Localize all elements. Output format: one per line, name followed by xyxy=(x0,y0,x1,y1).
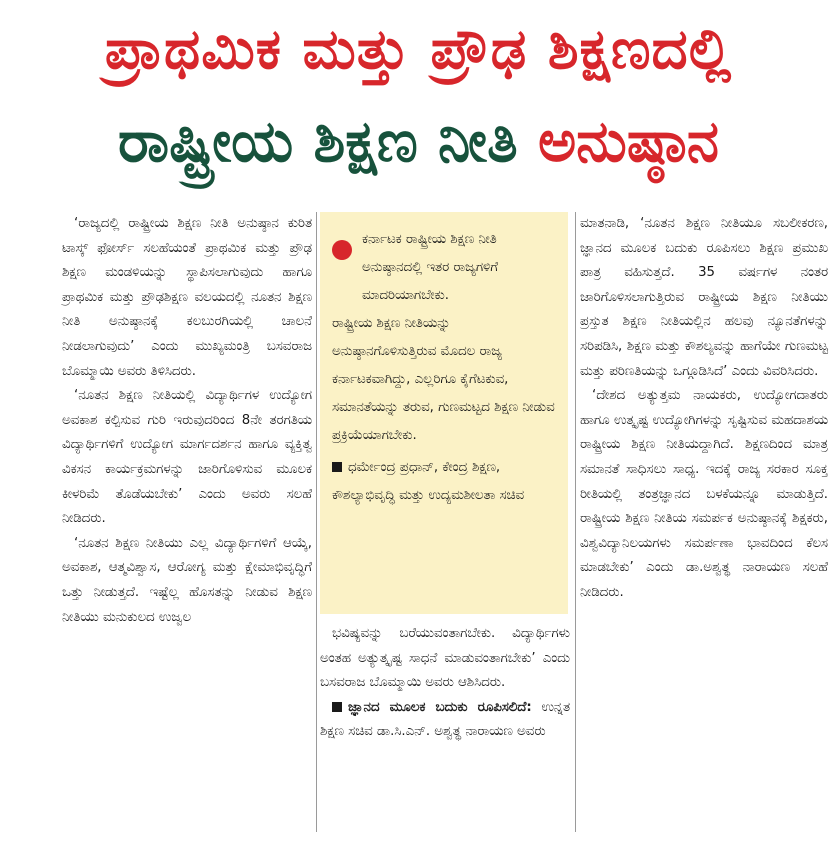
headline-line-1: ಪ್ರಾಥಮಿಕ ಮತ್ತು ಪ್ರೌಢ ಶಿಕ್ಷಣದಲ್ಲಿ xyxy=(104,17,733,82)
paragraph: ಮಾತನಾಡಿ, ‘ನೂತನ ಶಿಕ್ಷಣ ನೀತಿಯೂ ಸಬಲೀಕರಣ, ಜ್ಞಾನದ ಮೂಲಕ ಬದುಕು ರೂಪಿಸಲು ಶಿಕ್ಷಣ ಪ್ರಮುಖ ಪಾತ್ರ ವಹಿಸುತ್ತದೆ. 35 ವರ್ಷಗಳ ನಂತರ ಜಾರಿಗೊಳಿಸಲಾಗುತ್ತಿರುವ ರಾಷ್ಟ್ರೀಯ ಶಿಕ್ಷಣ ನೀತಿಯು ಪ್ರಸ್ತುತ ಶಿಕ್ಷಣ ನೀತಿಯಲ್ಲಿನ ಹಲವು ನ್ಯೂನತೆಗಳನ್ನು ಸರಿಪಡಿಸಿ, ಶಿಕ್ಷಣ ಮತ್ತು ಕೌಶಲ್ಯವನ್ನು ಹಾಗೆಯೇ ಗುಣಮಟ್ಟ ಮತ್ತು ಪರಿಣತಿಯನ್ನು ಒಗ್ಗೂಡಿಸಿದೆ’ ಎಂದು ವಿವರಿಸಿದರು. xyxy=(580,216,828,379)
square-bullet-icon xyxy=(332,702,342,712)
paragraph: ‘ನೂತನ ಶಿಕ್ಷಣ ನೀತಿಯಲ್ಲಿ ವಿದ್ಯಾರ್ಥಿಗಳ ಉದ್ಯೋಗ ಅವಕಾಶ ಕಲ್ಪಿಸುವ ಗುರಿ ಇರುವುದರಿಂದ 8ನೇ ತರಗತಿಯ ವಿದ್ಯಾರ್ಥಿಗಳಿಗೆ ಉದ್ಯೋಗ ಮಾರ್ಗದರ್ಶನ ಹಾಗೂ ವ್ಯಕ್ತಿತ್ವ ವಿಕಸನ ಕಾರ್ಯಕ್ರಮಗಳನ್ನು ಜಾರಿಗೊಳಿಸುವ ಮೂಲಕ ಕೀಳರಿಮೆ ತೊಡೆಯಬೇಕು’ ಎಂದು ಅವರು ಸಲಹೆ ನೀಡಿದರು. xyxy=(62,388,312,527)
subheading-paragraph xyxy=(320,696,570,745)
attribution-text: ಧರ್ಮೇಂದ್ರ ಪ್ರಧಾನ್, ಕೇಂದ್ರ ಶಿಕ್ಷಣ, ಕೌಶಲ್ಯಾಭಿವೃದ್ಧಿ ಮತ್ತು ಉದ್ಯಮಶೀಲತಾ ಸಚಿವ xyxy=(332,460,525,503)
column-divider xyxy=(316,212,317,832)
red-dot-icon xyxy=(332,240,352,260)
paragraph: ‘ರಾಜ್ಯದಲ್ಲಿ ರಾಷ್ಟ್ರೀಯ ಶಿಕ್ಷಣ ನೀತಿ ಅನುಷ್ಠಾನ ಕುರಿತ ಟಾಸ್ಕ್ ಫೋರ್ಸ್ ಸಲಹೆಯಂತೆ ಪ್ರಾಥಮಿಕ ಮತ್ತು ಪ್ರೌಢ ಶಿಕ್ಷಣ ಮಂಡಳಿಯನ್ನು ಸ್ಥಾಪಿಸಲಾಗುವುದು ಹಾಗೂ ಪ್ರಾಥಮಿಕ ಮತ್ತು ಪ್ರೌಢಶಿಕ್ಷಣ ವಲಯದಲ್ಲಿ ನೂತನ ಶಿಕ್ಷಣ ನೀತಿ ಅನುಷ್ಠಾನಕ್ಕೆ ಕಲಬುರಗಿಯಲ್ಲಿ ಚಾಲನೆ ನೀಡಲಾಗುವುದು’ ಎಂದು ಮುಖ್ಯಮಂತ್ರಿ ಬಸವರಾಜ ಬೊಮ್ಮಾಯಿ ಅವರು ತಿಳಿಸಿದರು. xyxy=(62,216,312,379)
subheading: ಜ್ಞಾನದ ಮೂಲಕ ಬದುಕು ರೂಪಿಸಲಿದೆ: xyxy=(348,699,532,715)
quote-lead: ಕರ್ನಾಟಕ ರಾಷ್ಟ್ರೀಯ ಶಿಕ್ಷಣ ನೀತಿ ಅನುಷ್ಠಾನದಲ್ಲಿ ಇತರ ರಾಜ್ಯಗಳಿಗೆ ಮಾದರಿಯಾಗಬೇಕು. xyxy=(362,232,498,303)
subheading-text: ಉನ್ನತ ಶಿಕ್ಷಣ ಸಚಿವ ಡಾ.ಸಿ.ಎನ್. ಅಶ್ವತ್ಥ ನಾರಾಯಣ ಅವರು xyxy=(320,699,571,740)
square-bullet-icon xyxy=(332,462,342,472)
quote-body: ರಾಷ್ಟ್ರೀಯ ಶಿಕ್ಷಣ ನೀತಿಯನ್ನು ಅನುಷ್ಠಾನಗೊಳಿಸುತ್ತಿರುವ ಮೊದಲ ರಾಜ್ಯ ಕರ್ನಾಟಕವಾಗಿದ್ದು, ಎಲ್ಲರಿಗೂ ಕೈಗೆಟಕುವ, ಸಮಾನತೆಯನ್ನು ತರುವ, ಗುಣಮಟ್ಟದ ಶಿಕ್ಷಣ ನೀಡುವ ಪ್ರಕ್ರಿಯೆಯಾಗಬೇಕು. xyxy=(332,316,555,443)
article-column-1 xyxy=(62,212,312,630)
paragraph: ‘ದೇಶದ ಅತ್ಯುತ್ತಮ ನಾಯಕರು, ಉದ್ಯೋಗದಾತರು ಹಾಗೂ ಉತ್ಕೃಷ್ಟ ಉದ್ಯೋಗಿಗಳನ್ನು ಸೃಷ್ಟಿಸುವ ಮಹದಾಶಯ ರಾಷ್ಟ್ರೀಯ ಶಿಕ್ಷಣ ನೀತಿಯದ್ದಾಗಿದೆ. ಶಿಕ್ಷಣದಿಂದ ಮಾತ್ರ ಸಮಾನತೆ ಸಾಧಿಸಲು ಸಾಧ್ಯ. ಇದಕ್ಕೆ ರಾಜ್ಯ ಸರಕಾರ ಸೂಕ್ತ ರೀತಿಯಲ್ಲಿ ತಂತ್ರಜ್ಞಾನದ ಬಳಕೆಯನ್ನೂ ಮಾಡುತ್ತಿದೆ. ರಾಷ್ಟ್ರೀಯ ಶಿಕ್ಷಣ ನೀತಿಯ ಸಮರ್ಪಕ ಅನುಷ್ಠಾನಕ್ಕೆ ಶಿಕ್ಷಕರು, ವಿಶ್ವವಿದ್ಯಾನಿಲಯಗಳು ಸಮರ್ಪಣಾ ಭಾವದಿಂದ ಕೆಲಸ ಮಾಡಬೇಕು’ ಎಂದು ಡಾ.ಅಶ್ವತ್ಥ ನಾರಾಯಣ ಸಲಹೆ ನೀಡಿದರು. xyxy=(580,388,828,600)
article-column-3 xyxy=(580,212,828,606)
headline-line-2-dark: ರಾಷ್ಟ್ರೀಯ ಶಿಕ್ಷಣ ನೀತಿ xyxy=(117,107,518,175)
quote-box xyxy=(320,212,568,614)
paragraph: ‘ನೂತನ ಶಿಕ್ಷಣ ನೀತಿಯು ಎಲ್ಲ ವಿದ್ಯಾರ್ಥಿಗಳಿಗೆ ಆಯ್ಕೆ, ಅವಕಾಶ, ಆತ್ಮವಿಶ್ವಾಸ, ಆರೋಗ್ಯ ಮತ್ತು ಕ್ಷೇಮಾಭಿವೃದ್ಧಿಗೆ ಒತ್ತು ನೀಡುತ್ತದೆ. ಇಷ್ಟೆಲ್ಲ ಹೊಸತನ್ನು ನೀಡುವ ಶಿಕ್ಷಣ ನೀತಿಯು ಮನುಕುಲದ ಉಜ್ವಲ xyxy=(62,535,312,625)
column-divider xyxy=(575,212,576,832)
article-column-2 xyxy=(320,622,570,745)
paragraph: ಭವಿಷ್ಯವನ್ನು ಬರೆಯುವಂತಾಗಬೇಕು. ವಿದ್ಯಾರ್ಥಿಗಳು ಅಂತಹ ಅತ್ಯುತ್ಕೃಷ್ಟ ಸಾಧನೆ ಮಾಡುವಂತಾಗಬೇಕು’ ಎಂದು ಬಸವರಾಜ ಬೊಮ್ಮಾಯಿ ಅವರು ಆಶಿಸಿದರು. xyxy=(320,626,570,691)
headline-line-2 xyxy=(0,107,837,175)
quote-attribution xyxy=(332,454,558,510)
headline-line-2-red: ಅನುಷ್ಠಾನ xyxy=(537,107,720,175)
